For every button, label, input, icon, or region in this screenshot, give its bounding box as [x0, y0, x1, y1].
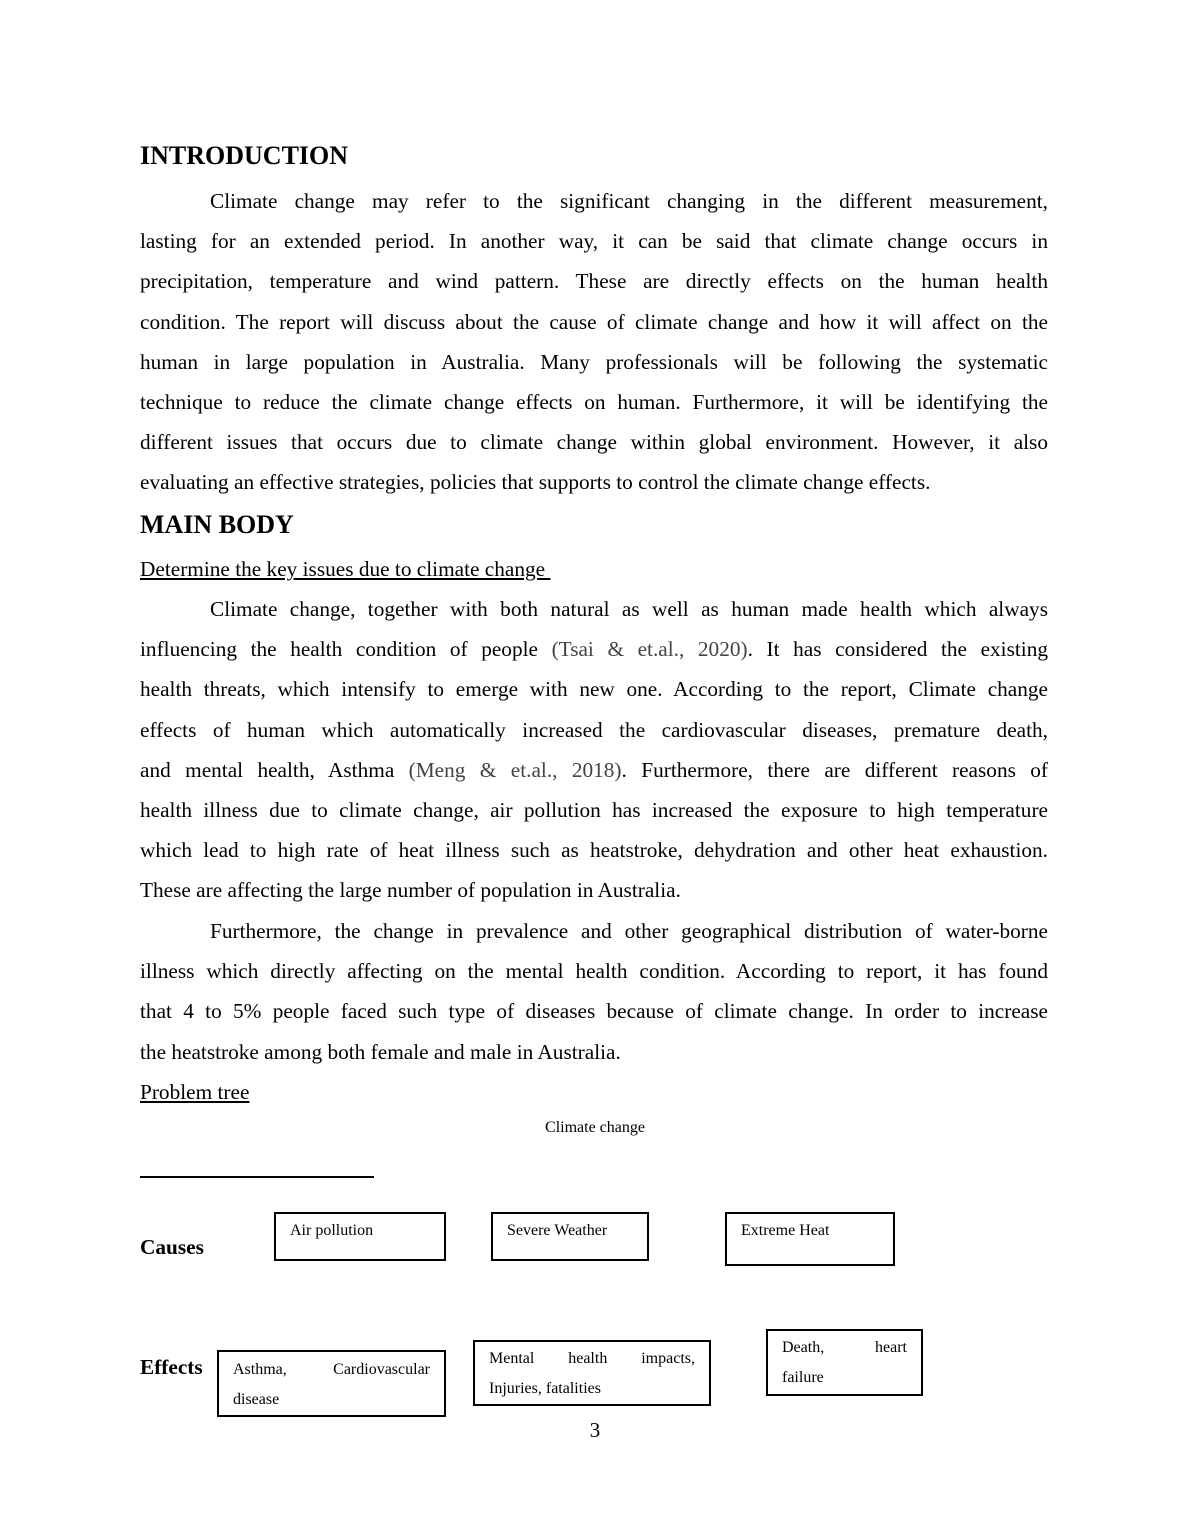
- text-run: evaluating an effective strategies, policies that supports to control the climate change effects.: [140, 470, 931, 495]
- citation: (Tsai & et.al., 2020): [551, 637, 748, 662]
- text-run: Furthermore, the change in prevalence and other geographical distribution of water-borne: [210, 919, 1048, 943]
- subheading-problem-tree: Problem tree: [140, 1080, 250, 1104]
- text-run: different issues that occurs due to climate change within global environment. However, it also: [140, 430, 1048, 455]
- text-run: technique to reduce the climate change effects on human. Furthermore, it will be identifying the: [140, 389, 1048, 414]
- divider-line: [140, 1176, 374, 1178]
- text-run: influencing the health condition of people: [140, 637, 552, 662]
- paragraph-line: [140, 951, 1048, 991]
- heading-introduction: INTRODUCTION: [140, 141, 349, 170]
- text-run: precipitation, temperature and wind pattern. These are directly effects on the human health: [140, 269, 1048, 294]
- paragraph-line: [140, 629, 1048, 669]
- effect-text-line: Asthma, Cardiovascular: [233, 1361, 430, 1378]
- text-run: illness which directly affecting on the mental health condition. According to report, it has found: [140, 959, 1048, 984]
- text-run: which lead to high rate of heat illness such as heatstroke, dehydration and other heat exhaustion.: [140, 838, 1048, 863]
- text-run: condition. The report will discuss about the cause of climate change and how it will affect on the: [140, 309, 1048, 334]
- causes-label: Causes: [140, 1235, 204, 1259]
- cause-text: Air pollution: [290, 1222, 374, 1239]
- paragraph-line: [140, 830, 1048, 870]
- effect-text-line: Death, heart: [782, 1339, 907, 1356]
- paragraph-key-issues: [140, 589, 1048, 911]
- text-run: health threats, which intensify to emerge with new one. According to the report, Climate change: [140, 677, 1048, 702]
- effect-box-mental-health: [473, 1340, 711, 1406]
- text-run: human in large population in Australia. Many professionals will be following the systematic: [140, 349, 1048, 374]
- citation: (Meng & et.al., 2018): [408, 757, 622, 782]
- effect-box-asthma: [217, 1350, 446, 1417]
- cause-box-extreme-heat: [725, 1212, 895, 1266]
- effect-text-line: failure: [782, 1369, 824, 1386]
- text-run: the heatstroke among both female and male in Australia.: [140, 1039, 621, 1064]
- paragraph-line: [140, 462, 1048, 502]
- paragraph-line: [140, 221, 1048, 261]
- effect-box-death: [766, 1329, 923, 1396]
- paragraph-line: [140, 589, 1048, 629]
- heading-main-body: MAIN BODY: [140, 510, 294, 539]
- text-run: health illness due to climate change, air pollution has increased the exposure to high temperature: [140, 797, 1048, 822]
- text-run: These are affecting the large number of population in Australia.: [140, 878, 681, 903]
- paragraph-line: [140, 790, 1048, 830]
- text-run: . It has considered the existing: [747, 637, 1049, 662]
- paragraph-line: [140, 181, 1048, 221]
- effect-text-line: Mental health impacts,: [489, 1350, 695, 1367]
- cause-box-air-pollution: [274, 1212, 446, 1261]
- subheading-key-issues: Determine the key issues due to climate change: [140, 557, 551, 581]
- text-run: and mental health, Asthma: [140, 757, 409, 782]
- paragraph-line: [140, 342, 1048, 382]
- paragraph-line: [140, 302, 1048, 342]
- effects-label: Effects: [140, 1355, 203, 1379]
- paragraph-line: [140, 669, 1048, 709]
- paragraph-water-borne: [140, 911, 1048, 1072]
- text-run: . Furthermore, there are different reasons of: [621, 757, 1048, 782]
- effect-text-line: disease: [233, 1391, 280, 1408]
- paragraph-introduction: [140, 181, 1048, 503]
- problem-tree-title: Climate change: [545, 1119, 645, 1136]
- paragraph-line: [140, 261, 1048, 301]
- text-run: lasting for an extended period. In another way, it can be said that climate change occurs in: [140, 229, 1048, 254]
- text-run: effects of human which automatically increased the cardiovascular diseases, premature death,: [140, 717, 1048, 742]
- cause-box-severe-weather: [491, 1212, 649, 1261]
- paragraph-line: [140, 750, 1048, 790]
- text-run: that 4 to 5% people faced such type of diseases because of climate change. In order to increase: [140, 999, 1048, 1024]
- cause-text: Severe Weather: [507, 1222, 608, 1239]
- text-run: Climate change, together with both natural as well as human made health which always: [210, 597, 1048, 621]
- paragraph-line: [140, 422, 1048, 462]
- paragraph-line: [140, 1032, 1048, 1072]
- paragraph-line: [140, 382, 1048, 422]
- paragraph-line: [140, 911, 1048, 951]
- paragraph-line: [140, 991, 1048, 1031]
- paragraph-line: [140, 870, 1048, 910]
- cause-text: Extreme Heat: [741, 1222, 830, 1239]
- text-run: Climate change may refer to the significant changing in the different measurement,: [210, 189, 1048, 213]
- paragraph-line: [140, 710, 1048, 750]
- effect-text-line: Injuries, fatalities: [489, 1380, 601, 1397]
- page-number: 3: [589, 1418, 601, 1442]
